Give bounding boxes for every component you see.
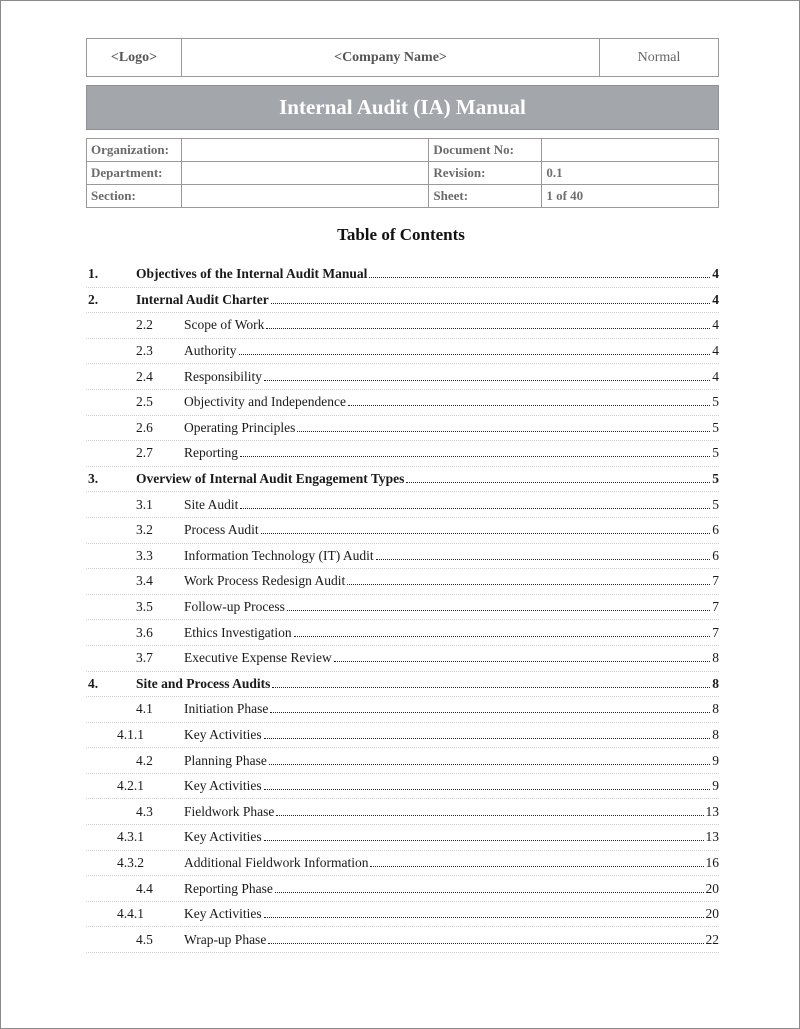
- toc-entry-line: [136, 292, 719, 308]
- toc-dot-leader: [264, 789, 711, 790]
- toc-entry-title[interactable]: Reporting: [184, 445, 238, 461]
- toc-entry-line: [184, 753, 719, 769]
- toc-entry[interactable]: [86, 851, 719, 877]
- document-meta-table: [86, 138, 719, 208]
- toc-entry-line: [184, 343, 719, 359]
- toc-entry-line: [184, 881, 719, 897]
- department-label: Department:: [87, 162, 182, 185]
- toc-entry-title[interactable]: Key Activities: [184, 829, 262, 845]
- organization-value: [181, 139, 428, 162]
- toc-entry-line: [184, 497, 719, 513]
- toc-entry-page: 7: [712, 573, 719, 589]
- toc-entry[interactable]: [86, 390, 719, 416]
- toc-dot-leader: [334, 661, 711, 662]
- toc-entry-number: 2.: [88, 291, 99, 307]
- toc-entry-page: 5: [712, 419, 719, 435]
- toc-entry-line: [184, 829, 719, 845]
- toc-entry-page: 6: [712, 547, 719, 563]
- revision-value: 0.1: [542, 162, 719, 185]
- toc-entry-number: 2.4: [136, 368, 153, 384]
- toc-entry-page: 4: [712, 368, 719, 384]
- toc-entry-title[interactable]: Responsibility: [184, 368, 263, 384]
- toc-entry-number: 4.4.1: [117, 906, 144, 922]
- toc-entry-number: 4.1.1: [117, 726, 144, 742]
- toc-entry-number: 2.2: [136, 317, 153, 333]
- toc-entry-number: 2.3: [136, 343, 153, 359]
- toc-entry[interactable]: [86, 620, 719, 646]
- toc-entry-line: [136, 471, 719, 487]
- toc-entry-number: 4.2: [136, 752, 153, 768]
- toc-entry-title[interactable]: Planning Phase: [184, 752, 267, 768]
- toc-entry-line: [184, 420, 719, 436]
- toc-dot-leader: [270, 712, 710, 713]
- toc-entry-page: 9: [712, 752, 719, 768]
- toc-entry-number: 2.5: [136, 394, 153, 410]
- toc-dot-leader: [239, 354, 711, 355]
- toc-entry-number: 3.6: [136, 624, 153, 640]
- toc-entry-title[interactable]: Objectives of the Internal Audit Manual: [136, 266, 368, 282]
- toc-entry-line: [184, 548, 719, 564]
- toc-entry-page: 8: [712, 675, 719, 691]
- toc-dot-leader: [272, 687, 710, 688]
- toc-entry[interactable]: [86, 262, 719, 288]
- toc-entry-title[interactable]: Fieldwork Phase: [184, 803, 275, 819]
- toc-dot-leader: [268, 943, 703, 944]
- toc-entry-page: 6: [712, 522, 719, 538]
- logo-placeholder: <Logo>: [87, 39, 182, 76]
- toc-entry-title[interactable]: Process Audit: [184, 522, 259, 538]
- toc-entry-line: [184, 599, 719, 615]
- toc-entry-title[interactable]: Reporting Phase: [184, 880, 273, 896]
- toc-dot-leader: [271, 303, 711, 304]
- toc-entry-page: 5: [712, 471, 719, 487]
- meta-row: [87, 185, 719, 208]
- toc-entry[interactable]: [86, 364, 719, 390]
- toc-entry[interactable]: [86, 646, 719, 672]
- toc-entry-line: [184, 701, 719, 717]
- toc-entry-page: 5: [712, 496, 719, 512]
- toc-entry-page: 4: [712, 343, 719, 359]
- toc-entry-title[interactable]: Operating Principles: [184, 419, 296, 435]
- toc-entry-page: 5: [712, 445, 719, 461]
- toc-dot-leader: [406, 482, 710, 483]
- toc-dot-leader: [376, 559, 711, 560]
- toc-entry[interactable]: [86, 876, 719, 902]
- toc-entry-title[interactable]: Site Audit: [184, 496, 239, 512]
- toc-dot-leader: [240, 456, 710, 457]
- toc-dot-leader: [369, 277, 710, 278]
- toc-entry[interactable]: [86, 595, 719, 621]
- toc-entry-line: [184, 804, 719, 820]
- toc-dot-leader: [347, 584, 710, 585]
- toc-dot-leader: [269, 764, 710, 765]
- toc-entry-number: 3.: [88, 471, 99, 487]
- toc-entry-number: 4.4: [136, 880, 153, 896]
- toc-entry-page: 13: [705, 829, 719, 845]
- toc-entry-title[interactable]: Site and Process Audits: [136, 675, 271, 691]
- toc-entry-page: 7: [712, 599, 719, 615]
- toc-entry[interactable]: [86, 825, 719, 851]
- toc-entry-page: 4: [712, 317, 719, 333]
- toc-entry-page: 5: [712, 394, 719, 410]
- toc-entry[interactable]: [86, 339, 719, 365]
- toc-entry-page: 16: [705, 854, 719, 870]
- toc-entry-number: 2.7: [136, 445, 153, 461]
- toc-dot-leader: [348, 405, 710, 406]
- toc-entry-title[interactable]: Ethics Investigation: [184, 624, 292, 640]
- toc-entry-line: [184, 906, 719, 922]
- meta-row: [87, 139, 719, 162]
- toc-entry-number: 3.2: [136, 522, 153, 538]
- toc-entry-title[interactable]: Additional Fieldwork Information: [184, 854, 369, 870]
- toc-entry-line: [184, 573, 719, 589]
- toc-entry[interactable]: [86, 799, 719, 825]
- section-value: [181, 185, 428, 208]
- document-title: Internal Audit (IA) Manual: [86, 85, 719, 130]
- toc-entry-line: [184, 394, 719, 410]
- company-name: <Company Name>: [182, 39, 600, 76]
- toc-entry-line: [136, 266, 719, 282]
- toc-entry-number: 3.1: [136, 496, 153, 512]
- toc-entry-page: 8: [712, 726, 719, 742]
- toc-entry[interactable]: [86, 544, 719, 570]
- table-of-contents: [86, 262, 719, 953]
- toc-dot-leader: [240, 508, 710, 509]
- toc-entry-number: 4.1: [136, 701, 153, 717]
- toc-entry-title[interactable]: Information Technology (IT) Audit: [184, 547, 374, 563]
- meta-row: [87, 162, 719, 185]
- toc-entry-line: [184, 932, 719, 948]
- toc-entry-title[interactable]: Wrap-up Phase: [184, 931, 267, 947]
- classification-status: Normal: [637, 49, 681, 65]
- toc-entry[interactable]: [86, 467, 719, 493]
- sheet-label: Sheet:: [429, 185, 542, 208]
- toc-entry-page: 8: [712, 701, 719, 717]
- toc-entry-title[interactable]: Key Activities: [184, 778, 262, 794]
- toc-dot-leader: [275, 892, 704, 893]
- toc-entry[interactable]: [86, 569, 719, 595]
- toc-entry-line: [184, 317, 719, 333]
- toc-entry-title[interactable]: Initiation Phase: [184, 701, 269, 717]
- toc-entry-line: [184, 650, 719, 666]
- toc-entry[interactable]: [86, 697, 719, 723]
- toc-entry-line: [184, 727, 719, 743]
- toc-dot-leader: [297, 431, 710, 432]
- toc-dot-leader: [264, 738, 711, 739]
- toc-entry-number: 4.5: [136, 931, 153, 947]
- document-no-value: [542, 139, 719, 162]
- toc-entry[interactable]: [86, 518, 719, 544]
- sheet-value: 1 of 40: [542, 185, 719, 208]
- document-header: [86, 38, 719, 77]
- toc-entry-number: 4.2.1: [117, 778, 144, 794]
- toc-entry[interactable]: [86, 416, 719, 442]
- toc-entry-line: [184, 625, 719, 641]
- section-label: Section:: [87, 185, 182, 208]
- toc-entry-number: 2.6: [136, 419, 153, 435]
- toc-entry-number: 4.3.1: [117, 829, 144, 845]
- toc-entry-line: [136, 676, 719, 692]
- toc-entry[interactable]: [86, 927, 719, 953]
- toc-entry[interactable]: [86, 313, 719, 339]
- department-value: [181, 162, 428, 185]
- toc-entry[interactable]: [86, 774, 719, 800]
- toc-entry-page: 4: [712, 291, 719, 307]
- toc-dot-leader: [261, 533, 711, 534]
- toc-entry-line: [184, 522, 719, 538]
- toc-entry-title[interactable]: Executive Expense Review: [184, 650, 332, 666]
- toc-entry-page: 9: [712, 778, 719, 794]
- toc-entry-number: 4.3.2: [117, 854, 144, 870]
- toc-dot-leader: [264, 840, 704, 841]
- toc-entry-title[interactable]: Work Process Redesign Audit: [184, 573, 346, 589]
- toc-entry[interactable]: [86, 902, 719, 928]
- toc-entry-number: 3.5: [136, 599, 153, 615]
- toc-entry-title[interactable]: Internal Audit Charter: [136, 291, 269, 307]
- toc-entry-page: 22: [705, 931, 719, 947]
- toc-entry-title[interactable]: Objectivity and Independence: [184, 394, 346, 410]
- toc-dot-leader: [370, 866, 703, 867]
- toc-entry-title[interactable]: Key Activities: [184, 906, 262, 922]
- toc-entry[interactable]: [86, 492, 719, 518]
- toc-entry[interactable]: [86, 748, 719, 774]
- toc-entry-number: 1.: [88, 266, 99, 282]
- toc-entry-title[interactable]: Follow-up Process: [184, 599, 285, 615]
- toc-entry-number: 3.7: [136, 650, 153, 666]
- toc-entry-line: [184, 855, 719, 871]
- revision-label: Revision:: [429, 162, 542, 185]
- toc-entry-page: 4: [712, 266, 719, 282]
- toc-entry-number: 4.: [88, 675, 99, 691]
- toc-entry[interactable]: [86, 723, 719, 749]
- toc-entry-number: 3.3: [136, 547, 153, 563]
- toc-entry-page: 20: [705, 880, 719, 896]
- toc-entry-page: 20: [705, 906, 719, 922]
- toc-dot-leader: [287, 610, 710, 611]
- toc-dot-leader: [264, 917, 704, 918]
- toc-entry-page: 7: [712, 624, 719, 640]
- toc-entry-title[interactable]: Authority: [184, 343, 237, 359]
- toc-entry-line: [184, 445, 719, 461]
- toc-dot-leader: [294, 636, 711, 637]
- toc-entry-title[interactable]: Key Activities: [184, 726, 262, 742]
- toc-entry-line: [184, 778, 719, 794]
- organization-label: Organization:: [87, 139, 182, 162]
- toc-dot-leader: [276, 815, 703, 816]
- toc-entry-number: 3.4: [136, 573, 153, 589]
- toc-entry-line: [184, 369, 719, 385]
- toc-entry-page: 8: [712, 650, 719, 666]
- toc-entry[interactable]: [86, 441, 719, 467]
- toc-entry-number: 4.3: [136, 803, 153, 819]
- toc-entry-page: 13: [705, 803, 719, 819]
- toc-dot-leader: [266, 328, 710, 329]
- toc-entry-title[interactable]: Overview of Internal Audit Engagement Types: [136, 471, 405, 487]
- toc-heading: Table of Contents: [337, 225, 465, 244]
- toc-entry[interactable]: [86, 672, 719, 698]
- toc-dot-leader: [264, 380, 710, 381]
- toc-entry-title[interactable]: Scope of Work: [184, 317, 265, 333]
- toc-entry[interactable]: [86, 288, 719, 314]
- document-no-label: Document No:: [429, 139, 542, 162]
